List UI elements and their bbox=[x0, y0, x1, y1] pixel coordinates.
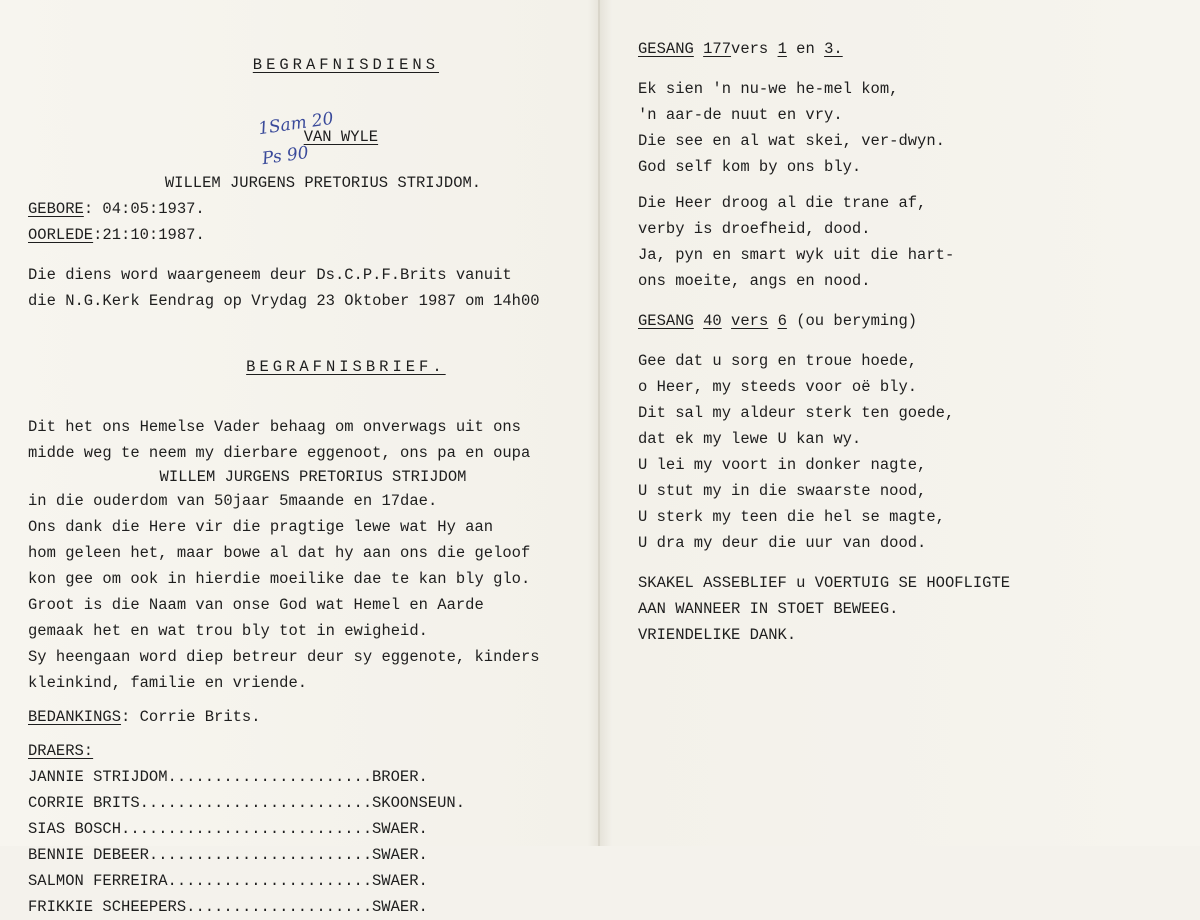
bearer-relation: SWAER. bbox=[372, 898, 428, 916]
hymn-1-verse-b: 3. bbox=[824, 40, 843, 58]
died-label: OORLEDE bbox=[28, 226, 94, 244]
lyric-line: Gee dat u sorg en troue hoede, bbox=[638, 352, 918, 370]
hymn-1-and: en bbox=[786, 40, 825, 58]
bearer-row bbox=[28, 764, 598, 790]
lyric-line: 'n aar-de nuut en vry. bbox=[638, 106, 843, 124]
bearers-label: DRAERS: bbox=[28, 742, 94, 760]
hymn-1-verse-a: 1 bbox=[777, 40, 787, 58]
thanks-line bbox=[28, 704, 598, 730]
thanks-value: : Corrie Brits. bbox=[121, 708, 261, 726]
hymn-2-note: (ou beryming) bbox=[786, 312, 918, 330]
born-value: : 04:05:1937. bbox=[83, 200, 205, 218]
handwritten-note-1: 1Sam 20 bbox=[256, 108, 335, 140]
lyric-line: o Heer, my steeds voor oë bly. bbox=[638, 378, 918, 396]
bearer-name: CORRIE BRITS bbox=[28, 794, 140, 812]
hymn-2-vers: vers bbox=[731, 312, 769, 330]
lyric-line: Die Heer droog al die trane af, bbox=[638, 194, 927, 212]
lyric-line: Ek sien 'n nu-we he-mel kom, bbox=[638, 80, 899, 98]
lyric-line: U stut my in die swaarste nood, bbox=[638, 482, 927, 500]
lyric-line: ons moeite, angs en nood. bbox=[638, 272, 871, 290]
notice-line-1: SKAKEL ASSEBLIEF u VOERTUIG SE HOOFLIGTE bbox=[638, 574, 1011, 592]
right-page bbox=[638, 36, 1178, 648]
deceased-name: WILLEM JURGENS PRETORIUS STRIJDOM. bbox=[164, 174, 482, 192]
bearer-row bbox=[28, 894, 598, 920]
lyric-line bbox=[638, 180, 1178, 190]
lyric-line: Dit sal my aldeur sterk ten goede, bbox=[638, 404, 955, 422]
hymn-1-vers: vers bbox=[731, 40, 769, 58]
bearer-name: SIAS BOSCH bbox=[28, 820, 122, 838]
born-label: GEBORE bbox=[28, 200, 84, 218]
letter-line-8: gemaak het en wat trou bly tot in ewigheid. bbox=[28, 622, 428, 640]
program-title: BEGRAFNISDIENS bbox=[252, 56, 440, 74]
lyric-line: Ja, pyn en smart wyk uit die hart- bbox=[638, 246, 955, 264]
died-value: :21:10:1987. bbox=[93, 226, 205, 244]
letter-line-4: Ons dank die Here vir die pragtige lewe wat Hy aan bbox=[28, 518, 494, 536]
letter-line-9: Sy heengaan word diep betreur deur sy eggenote, kinders bbox=[28, 648, 540, 666]
hymn-2-number: 40 bbox=[703, 312, 722, 330]
born-line bbox=[28, 196, 598, 222]
letter-line-6: kon gee om ook in hierdie moeilike dae te kan bly glo. bbox=[28, 570, 531, 588]
lyric-line: U lei my voort in donker nagte, bbox=[638, 456, 927, 474]
notice-line-2: AAN WANNEER IN STOET BEWEEG. bbox=[638, 600, 899, 618]
hymn-2-verse: 6 bbox=[777, 312, 787, 330]
hymn-1-number: 177 bbox=[703, 40, 732, 58]
bearer-relation: SKOONSEUN. bbox=[372, 794, 466, 812]
letter-line-2: midde weg te neem my dierbare eggenoot, ons pa en oupa bbox=[28, 444, 531, 462]
thanks-label: BEDANKINGS bbox=[28, 708, 122, 726]
hymn-2-heading bbox=[638, 308, 1178, 334]
letter-line-3: in die ouderdom van 50jaar 5maande en 17dae. bbox=[28, 492, 438, 510]
lyric-line: Die see en al wat skei, ver-dwyn. bbox=[638, 132, 945, 150]
bearer-relation: SWAER. bbox=[372, 872, 428, 890]
bearer-name: JANNIE STRIJDOM bbox=[28, 768, 168, 786]
bearer-relation: SWAER. bbox=[372, 820, 428, 838]
bearers-list bbox=[28, 764, 598, 920]
letter-line-10: kleinkind, familie en vriende. bbox=[28, 674, 308, 692]
letter-line-1: Dit het ons Hemelse Vader behaag om onverwags uit ons bbox=[28, 418, 521, 436]
bearer-name: FRIKKIE SCHEEPERS bbox=[28, 898, 187, 916]
left-page bbox=[28, 26, 598, 920]
bearer-relation: BROER. bbox=[372, 768, 428, 786]
lyric-line: U sterk my teen die hel se magte, bbox=[638, 508, 945, 526]
hymn-1-heading bbox=[638, 36, 1178, 62]
handwritten-note-2: Ps 90 bbox=[260, 142, 310, 170]
lyric-line: U dra my deur die uur van dood. bbox=[638, 534, 927, 552]
bearer-row bbox=[28, 868, 598, 894]
bearer-row bbox=[28, 816, 598, 842]
bearer-name: BENNIE DEBEER bbox=[28, 846, 149, 864]
service-line-2: die N.G.Kerk Eendrag op Vrydag 23 Oktober 1987 om 14h00 bbox=[28, 292, 540, 310]
center-fold bbox=[598, 0, 600, 846]
died-line bbox=[28, 222, 598, 248]
bearer-row bbox=[28, 790, 598, 816]
notice-line-3: VRIENDELIKE DANK. bbox=[638, 626, 797, 644]
bearer-relation: SWAER. bbox=[372, 846, 428, 864]
service-line-1: Die diens word waargeneem deur Ds.C.P.F.Brits vanuit bbox=[28, 266, 512, 284]
hymn-2-word: GESANG bbox=[638, 312, 694, 330]
lyric-line: God self kom by ons bly. bbox=[638, 158, 862, 176]
program-subtitle: VAN WYLE bbox=[303, 128, 379, 146]
letter-line-5: hom geleen het, maar bowe al dat hy aan ons die geloof bbox=[28, 544, 531, 562]
letter-title: BEGRAFNISBRIEF. bbox=[246, 358, 446, 376]
hymn-1-word: GESANG bbox=[638, 40, 694, 58]
letter-line-7: Groot is die Naam van onse God wat Hemel en Aarde bbox=[28, 596, 484, 614]
hymn-1-lyrics bbox=[638, 76, 1178, 294]
letter-name: WILLEM JURGENS PRETORIUS STRIJDOM bbox=[159, 468, 467, 486]
lyric-line: verby is droefheid, dood. bbox=[638, 220, 871, 238]
hymn-2-lyrics bbox=[638, 348, 1178, 556]
bearer-name: SALMON FERREIRA bbox=[28, 872, 168, 890]
lyric-line: dat ek my lewe U kan wy. bbox=[638, 430, 862, 448]
